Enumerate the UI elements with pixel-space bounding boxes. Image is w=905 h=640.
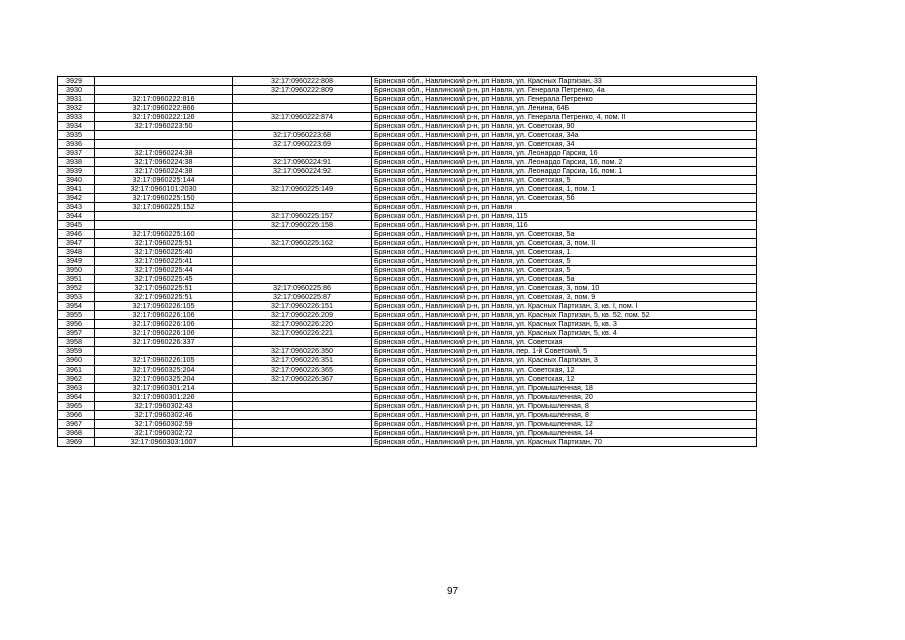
address-cell: Брянская обл., Навлинский р-н, рп Навля, ул. Леонардо Гарсиа, 16, пом. 2 [372,158,757,167]
parcel-cadastral-number-cell: 32:17:0960225:51 [95,284,233,293]
address-cell: Брянская обл., Навлинский р-н, рп Навля, 115 [372,212,757,221]
row-number-cell: 3930 [58,86,95,95]
table-row [58,437,757,446]
row-number-cell: 3947 [58,239,95,248]
address-cell: Брянская обл., Навлинский р-н, рп Навля, ул. Красных Партизан, 5, кв. 3 [372,320,757,329]
table-body [58,77,757,447]
address-cell: Брянская обл., Навлинский р-н, рп Навля, ул. Промышленная, 14 [372,428,757,437]
object-cadastral-number-cell: 32:17:0960224:92 [233,167,372,176]
address-cell: Брянская обл., Навлинский р-н, рп Навля, ул. Советская, 34 [372,140,757,149]
table-row [58,374,757,383]
table-row [58,212,757,221]
object-cadastral-number-cell: 32:17:0960226:365 [233,365,372,374]
address-cell: Брянская обл., Навлинский р-н, рп Навля, ул. Промышленная, 8 [372,401,757,410]
table-row [58,356,757,365]
row-number-cell: 3933 [58,113,95,122]
parcel-cadastral-number-cell: 32:17:0960225:150 [95,194,233,203]
parcel-cadastral-number-cell: 32:17:0960302:46 [95,410,233,419]
object-cadastral-number-cell [233,428,372,437]
parcel-cadastral-number-cell: 32:17:0960101:2030 [95,185,233,194]
address-cell: Брянская обл., Навлинский р-н, рп Навля, ул. Красных Партизан, 5, кв. 52, пом. 52 [372,311,757,320]
row-number-cell: 3961 [58,365,95,374]
table-row [58,338,757,347]
object-cadastral-number-cell [233,275,372,284]
address-cell: Брянская обл., Навлинский р-н, рп Навля, ул. Советская, 5 [372,176,757,185]
parcel-cadastral-number-cell: 32:17:0960226:106 [95,311,233,320]
page-number: 97 [446,586,459,597]
object-cadastral-number-cell [233,122,372,131]
address-cell: Брянская обл., Навлинский р-н, рп Навля, ул. Красных Партизан, 3 [372,356,757,365]
parcel-cadastral-number-cell: 32:17:0960225:160 [95,230,233,239]
parcel-cadastral-number-cell: 32:17:0960225:45 [95,275,233,284]
address-cell: Брянская обл., Навлинский р-н, рп Навля, ул. Промышленная, 18 [372,383,757,392]
address-cell: Брянская обл., Навлинский р-н, рп Навля, 116 [372,221,757,230]
table-row [58,329,757,338]
row-number-cell: 3942 [58,194,95,203]
object-cadastral-number-cell [233,257,372,266]
parcel-cadastral-number-cell: 32:17:0960224:38 [95,167,233,176]
parcel-cadastral-number-cell: 32:17:0960226:106 [95,320,233,329]
parcel-cadastral-number-cell: 32:17:0960225:51 [95,239,233,248]
address-cell: Брянская обл., Навлинский р-н, рп Навля, ул. Красных Партизан, 3, кв. I, пом. I [372,302,757,311]
parcel-cadastral-number-cell: 32:17:0960325:204 [95,374,233,383]
object-cadastral-number-cell: 32:17:0960223:68 [233,131,372,140]
table-row [58,311,757,320]
object-cadastral-number-cell: 32:17:0960222:874 [233,113,372,122]
address-cell: Брянская обл., Навлинский р-н, рп Навля, ул. Советская [372,338,757,347]
address-cell: Брянская обл., Навлинский р-н, рп Навля, ул. Генерала Петренко, 4, пом. II [372,113,757,122]
parcel-cadastral-number-cell: 32:17:0960226:337 [95,338,233,347]
parcel-cadastral-number-cell: 32:17:0960222:866 [95,104,233,113]
parcel-cadastral-number-cell: 32:17:0960224:38 [95,158,233,167]
object-cadastral-number-cell: 32:17:0960222:809 [233,86,372,95]
parcel-cadastral-number-cell [95,347,233,356]
parcel-cadastral-number-cell: 32:17:0960303:1007 [95,437,233,446]
table-row [58,131,757,140]
table-row [58,86,757,95]
table-row [58,257,757,266]
object-cadastral-number-cell [233,338,372,347]
address-cell: Брянская обл., Навлинский р-н, рп Навля, ул. Промышленная, 8 [372,410,757,419]
object-cadastral-number-cell [233,383,372,392]
parcel-cadastral-number-cell: 32:17:0960222:126 [95,113,233,122]
row-number-cell: 3954 [58,302,95,311]
table-row [58,158,757,167]
parcel-cadastral-number-cell: 32:17:0960224:38 [95,149,233,158]
address-cell: Брянская обл., Навлинский р-н, рп Навля, ул. Советская, 3, пом. 10 [372,284,757,293]
row-number-cell: 3956 [58,320,95,329]
address-cell: Брянская обл., Навлинский р-н, рп Навля, ул. Советская, 90 [372,122,757,131]
row-number-cell: 3948 [58,248,95,257]
table-row [58,122,757,131]
address-cell: Брянская обл., Навлинский р-н, рп Навля, ул. Советская, 1, пом. 1 [372,185,757,194]
parcel-cadastral-number-cell [95,140,233,149]
row-number-cell: 3944 [58,212,95,221]
row-number-cell: 3934 [58,122,95,131]
object-cadastral-number-cell: 32:17:0960225:87 [233,293,372,302]
row-number-cell: 3935 [58,131,95,140]
address-cell: Брянская обл., Навлинский р-н, рп Навля, ул. Советская, 5а [372,275,757,284]
address-cell: Брянская обл., Навлинский р-н, рп Навля, ул. Промышленная, 12 [372,419,757,428]
object-cadastral-number-cell: 32:17:0960222:808 [233,77,372,86]
object-cadastral-number-cell [233,149,372,158]
address-cell: Брянская обл., Навлинский р-н, рп Навля, ул. Советская, 3, пом. II [372,239,757,248]
table-row [58,140,757,149]
parcel-cadastral-number-cell: 32:17:0960225:144 [95,176,233,185]
row-number-cell: 3940 [58,176,95,185]
parcel-cadastral-number-cell: 32:17:0960301:214 [95,383,233,392]
address-cell: Брянская обл., Навлинский р-н, рп Навля, ул. Советская, 34а [372,131,757,140]
parcel-cadastral-number-cell: 32:17:0960225:44 [95,266,233,275]
table-row [58,284,757,293]
object-cadastral-number-cell: 32:17:0960226:209 [233,311,372,320]
row-number-cell: 3969 [58,437,95,446]
parcel-cadastral-number-cell: 32:17:0960225:152 [95,203,233,212]
row-number-cell: 3963 [58,383,95,392]
table-row [58,113,757,122]
row-number-cell: 3943 [58,203,95,212]
object-cadastral-number-cell [233,95,372,104]
cadastral-table [57,76,756,447]
row-number-cell: 3952 [58,284,95,293]
table-row [58,275,757,284]
parcel-cadastral-number-cell [95,212,233,221]
address-cell: Брянская обл., Навлинский р-н, рп Навля, пер. 1-й Советский, 5 [372,347,757,356]
address-cell: Брянская обл., Навлинский р-н, рп Навля, ул. Советская, 3, пом. 9 [372,293,757,302]
parcel-cadastral-number-cell: 32:17:0960325:204 [95,365,233,374]
row-number-cell: 3962 [58,374,95,383]
table-row [58,77,757,86]
object-cadastral-number-cell: 32:17:0960225:158 [233,221,372,230]
row-number-cell: 3932 [58,104,95,113]
parcel-cadastral-number-cell: 32:17:0960225:41 [95,257,233,266]
row-number-cell: 3957 [58,329,95,338]
table-row [58,428,757,437]
address-cell: Брянская обл., Навлинский р-н, рп Навля, ул. Советская, 5 [372,257,757,266]
row-number-cell: 3931 [58,95,95,104]
object-cadastral-number-cell: 32:17:0960226:350 [233,347,372,356]
address-cell: Брянская обл., Навлинский р-н, рп Навля, ул. Красных Партизан, 33 [372,77,757,86]
row-number-cell: 3964 [58,392,95,401]
row-number-cell: 3937 [58,149,95,158]
parcel-cadastral-number-cell: 32:17:0960225:51 [95,293,233,302]
object-cadastral-number-cell [233,194,372,203]
address-cell: Брянская обл., Навлинский р-н, рп Навля, ул. Советская, 5б [372,194,757,203]
table-row [58,176,757,185]
address-cell: Брянская обл., Навлинский р-н, рп Навля, ул. Леонардо Гарсиа, 16, пом. 1 [372,167,757,176]
object-cadastral-number-cell: 32:17:0960226:220 [233,320,372,329]
address-cell: Брянская обл., Навлинский р-н, рп Навля, ул. Советская, 5а [372,230,757,239]
object-cadastral-number-cell [233,104,372,113]
row-number-cell: 3949 [58,257,95,266]
parcel-cadastral-number-cell: 32:17:0960226:105 [95,302,233,311]
table-row [58,419,757,428]
object-cadastral-number-cell [233,266,372,275]
parcel-cadastral-number-cell: 32:17:0960226:105 [95,356,233,365]
address-cell: Брянская обл., Навлинский р-н, рп Навля, ул. Советская, 1 [372,248,757,257]
object-cadastral-number-cell: 32:17:0960225:157 [233,212,372,221]
row-number-cell: 3955 [58,311,95,320]
object-cadastral-number-cell [233,419,372,428]
object-cadastral-number-cell [233,176,372,185]
object-cadastral-number-cell: 32:17:0960225:149 [233,185,372,194]
parcel-cadastral-number-cell: 32:17:0960225:40 [95,248,233,257]
table-row [58,230,757,239]
row-number-cell: 3966 [58,410,95,419]
address-cell: Брянская обл., Навлинский р-н, рп Навля, ул. Красных Партизан, 70 [372,437,757,446]
object-cadastral-number-cell [233,401,372,410]
object-cadastral-number-cell [233,392,372,401]
table-row [58,392,757,401]
row-number-cell: 3946 [58,230,95,239]
table-row [58,266,757,275]
table-row [58,383,757,392]
object-cadastral-number-cell [233,437,372,446]
address-cell: Брянская обл., Навлинский р-н, рп Навля, ул. Советская, 5 [372,266,757,275]
address-cell: Брянская обл., Навлинский р-н, рп Навля, ул. Генерала Петренко [372,95,757,104]
row-number-cell: 3938 [58,158,95,167]
row-number-cell: 3936 [58,140,95,149]
parcel-cadastral-number-cell: 32:17:0960302:43 [95,401,233,410]
table-row [58,149,757,158]
object-cadastral-number-cell [233,248,372,257]
row-number-cell: 3965 [58,401,95,410]
parcel-cadastral-number-cell [95,86,233,95]
object-cadastral-number-cell: 32:17:0960226:367 [233,374,372,383]
object-cadastral-number-cell: 32:17:0960226:351 [233,356,372,365]
row-number-cell: 3953 [58,293,95,302]
parcel-cadastral-number-cell [95,77,233,86]
table-row [58,104,757,113]
table-row [58,401,757,410]
table-row [58,347,757,356]
parcel-cadastral-number-cell: 32:17:0960223:50 [95,122,233,131]
table-row [58,185,757,194]
row-number-cell: 3945 [58,221,95,230]
row-number-cell: 3968 [58,428,95,437]
parcel-cadastral-number-cell [95,131,233,140]
address-cell: Брянская обл., Навлинский р-н, рп Навля, ул. Генерала Петренко, 4а [372,86,757,95]
row-number-cell: 3939 [58,167,95,176]
table-row [58,248,757,257]
parcel-cadastral-number-cell: 32:17:0960226:106 [95,329,233,338]
table-row [58,221,757,230]
parcel-cadastral-number-cell: 32:17:0960222:816 [95,95,233,104]
object-cadastral-number-cell: 32:17:0960225:86 [233,284,372,293]
address-cell: Брянская обл., Навлинский р-н, рп Навля, ул. Красных Партизан, 5, кв. 4 [372,329,757,338]
table-row [58,365,757,374]
object-cadastral-number-cell [233,203,372,212]
object-cadastral-number-cell: 32:17:0960224:91 [233,158,372,167]
table-row [58,95,757,104]
table-row [58,194,757,203]
table-row [58,239,757,248]
address-cell: Брянская обл., Навлинский р-н, рп Навля, ул. Советская, 12 [372,374,757,383]
parcel-cadastral-number-cell [95,221,233,230]
address-cell: Брянская обл., Навлинский р-н, рп Навля, ул. Советская, 12 [372,365,757,374]
parcel-cadastral-number-cell: 32:17:0960302:59 [95,419,233,428]
object-cadastral-number-cell [233,410,372,419]
address-cell: Брянская обл., Навлинский р-н, рп Навля, ул. Ленина, 64Б [372,104,757,113]
row-number-cell: 3929 [58,77,95,86]
table-row [58,302,757,311]
parcel-cadastral-number-cell: 32:17:0960301:226 [95,392,233,401]
row-number-cell: 3941 [58,185,95,194]
row-number-cell: 3967 [58,419,95,428]
row-number-cell: 3950 [58,266,95,275]
object-cadastral-number-cell: 32:17:0960226:221 [233,329,372,338]
address-cell: Брянская обл., Навлинский р-н, рп Навля, ул. Леонардо Гарсиа, 16 [372,149,757,158]
row-number-cell: 3960 [58,356,95,365]
object-cadastral-number-cell: 32:17:0960225:162 [233,239,372,248]
table-row [58,410,757,419]
object-cadastral-number-cell [233,230,372,239]
row-number-cell: 3958 [58,338,95,347]
table-row [58,293,757,302]
address-cell: Брянская обл., Навлинский р-н, рп Навля, ул. Промышленная, 20 [372,392,757,401]
address-cell: Брянская обл., Навлинский р-н, рп Навля [372,203,757,212]
object-cadastral-number-cell: 32:17:0960226:151 [233,302,372,311]
table-row [58,320,757,329]
table-row [58,167,757,176]
row-number-cell: 3959 [58,347,95,356]
row-number-cell: 3951 [58,275,95,284]
table-row [58,203,757,212]
object-cadastral-number-cell: 32:17:0960223:69 [233,140,372,149]
parcel-cadastral-number-cell: 32:17:0960302:72 [95,428,233,437]
